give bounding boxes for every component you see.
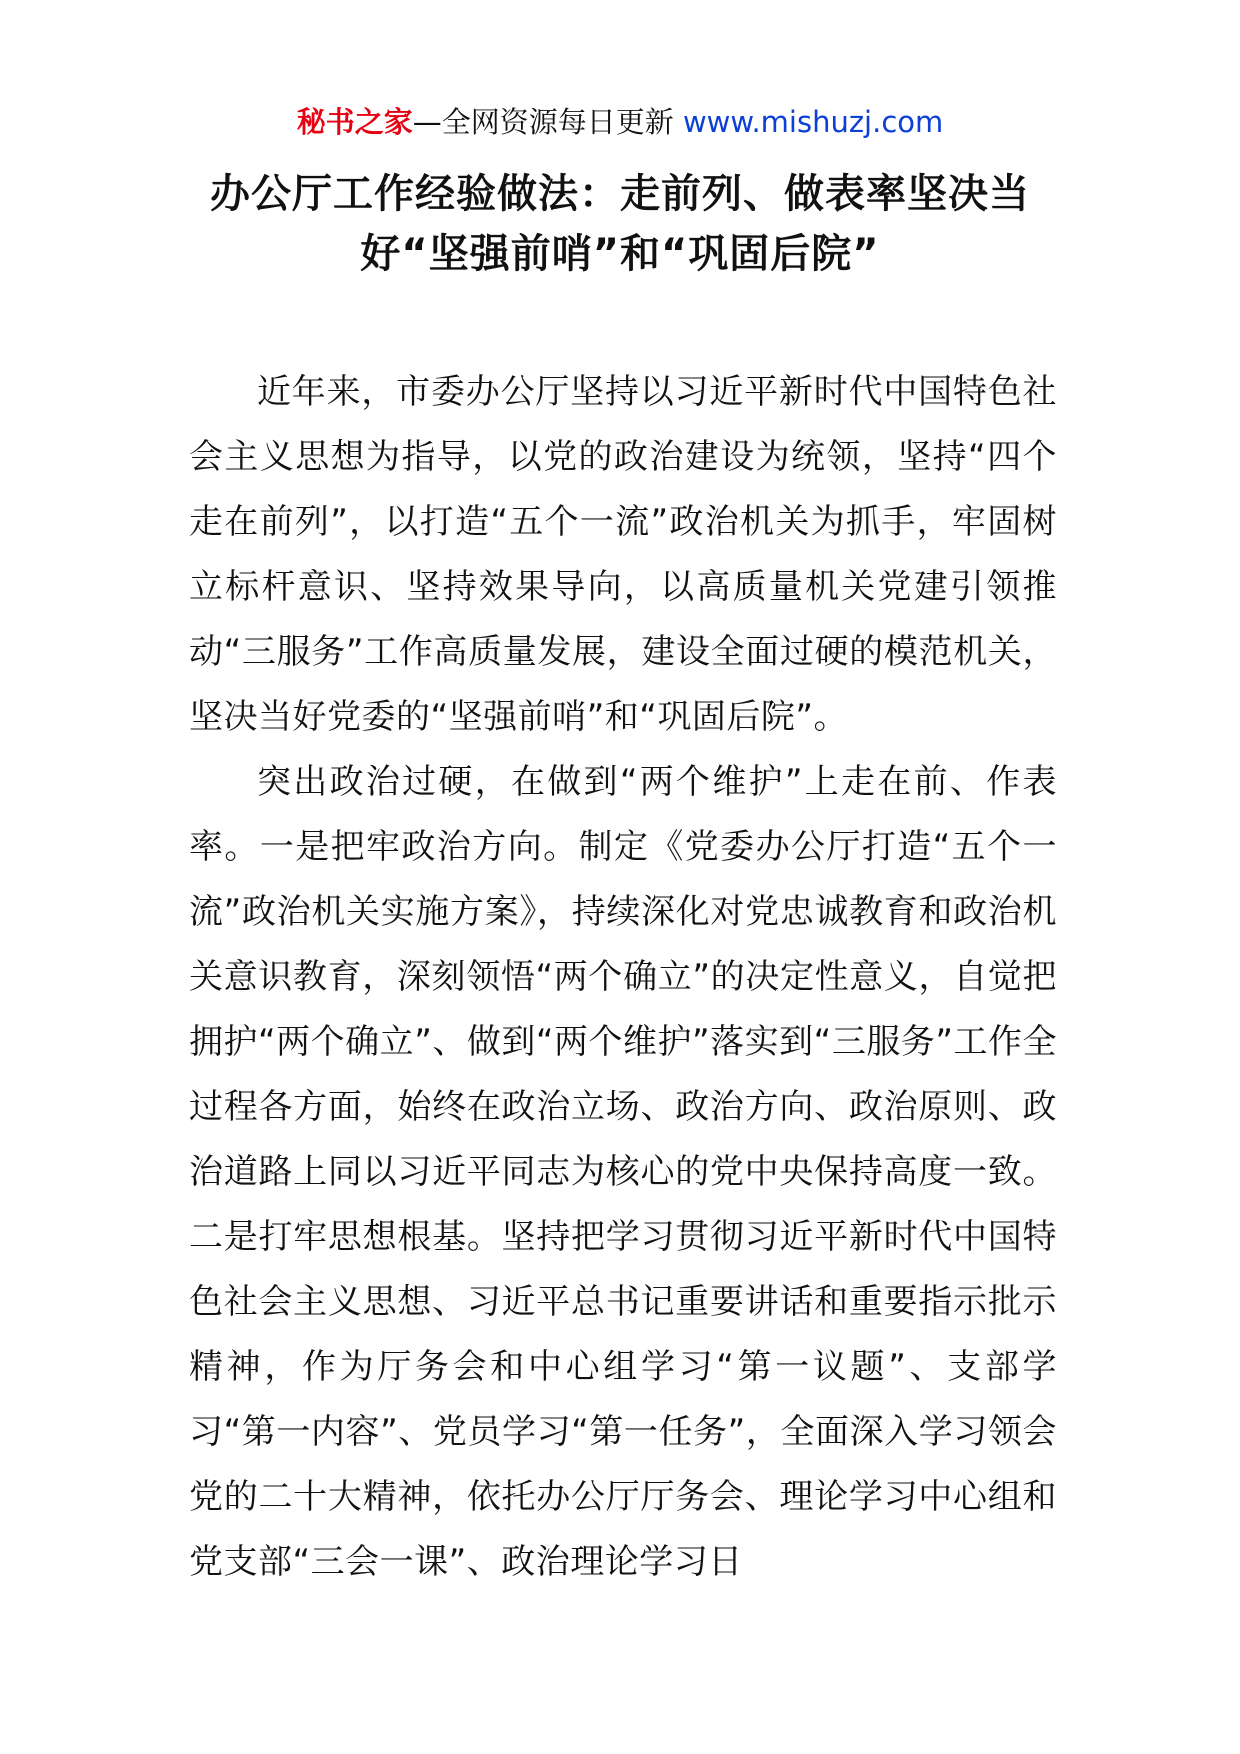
document-title [150,164,1090,284]
document-title-line-2: 好“坚强前哨”和“巩固后院” [360,231,880,277]
document-title-line-1: 办公厅工作经验做法：走前列、做表率坚决当 [210,171,1030,217]
body-paragraph: 突出政治过硬，在做到“两个维护”上走在前、作表率。一是把牢政治方向。制定《党委办公厅打造“五个一流”政治机关实施方案》，持续深化对党忠诚教育和政治机关意识教育，深刻领悟“两个确立”的决定性意义，自觉把拥护“两个确立”、做到“两个维护”落实到“三服务”工作全过程各方面，始终在政治立场、政治方向、政治原则、政治道路上同以习近平同志为核心的党中央保持高度一致。二是打牢思想根基。坚持把学习贯彻习近平新时代中国特色社会主义思想、习近平总书记重要讲话和重要指示批示精神，作为厅务会和中心组学习“第一议题”、支部学习“第一内容”、党员学习“第一任务”，全面深入学习领会党的二十大精神，依托办公厅厅务会、理论学习中心组和党支部“三会一课”、政治理论学习日 [189,762,1057,1582]
document-body [189,360,1057,1595]
site-url-link[interactable]: www.mishuzj.com [682,105,944,139]
site-header [0,100,1240,144]
site-tagline: —全网资源每日更新 [412,105,683,139]
body-paragraph: 近年来，市委办公厅坚持以习近平新时代中国特色社会主义思想为指导，以党的政治建设为统领，坚持“四个走在前列”，以打造“五个一流”政治机关为抓手，牢固树立标杆意识、坚持效果导向，以高质量机关党建引领推动“三服务”工作高质量发展，建设全面过硬的模范机关，坚决当好党委的“坚强前哨”和“巩固后院”。 [189,372,1057,737]
site-brand: 秘书之家 [296,105,413,139]
